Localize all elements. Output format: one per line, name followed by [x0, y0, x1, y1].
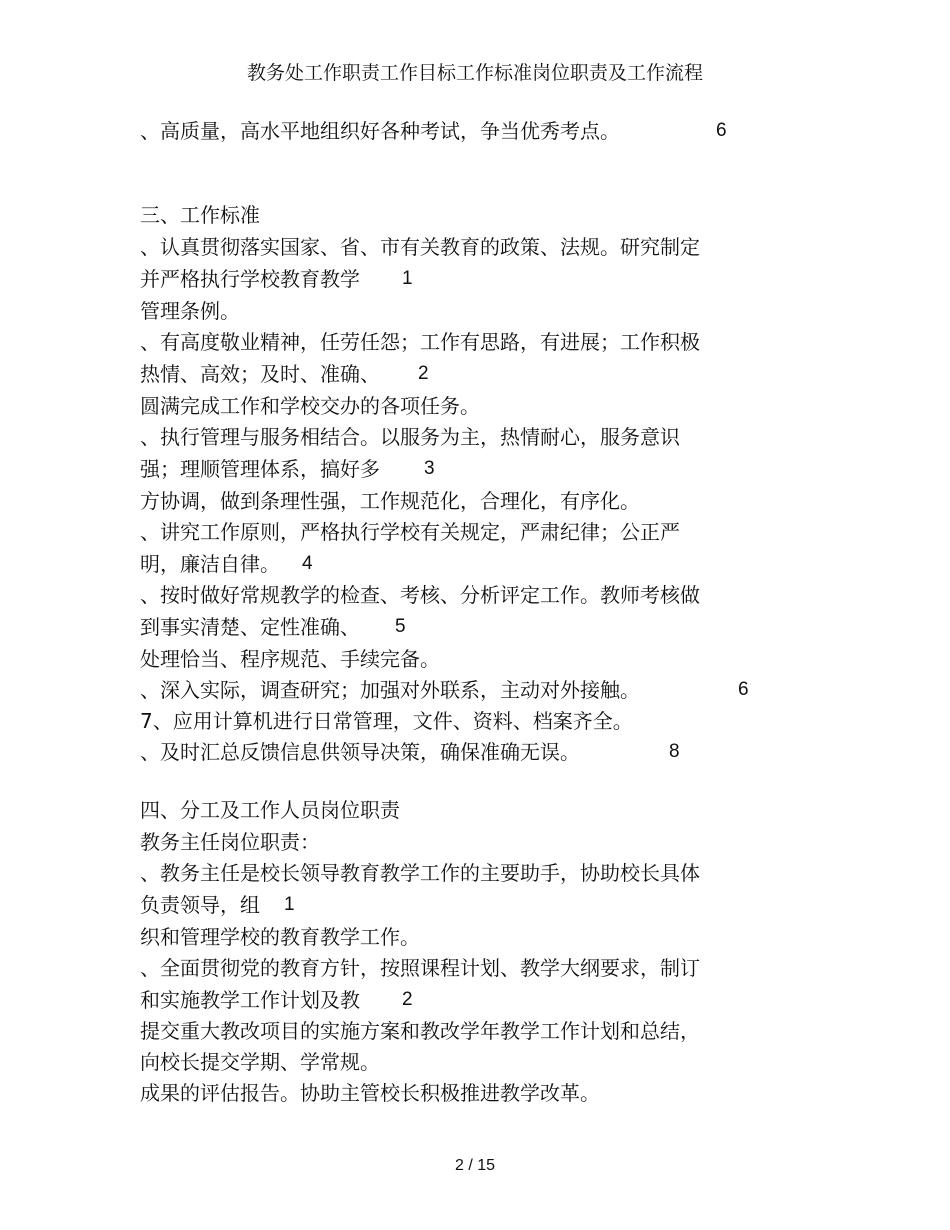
text-line: 处理恰当、程序规范、手续完备。: [140, 647, 440, 671]
item-number: 2: [418, 363, 429, 384]
text-line: 圆满完成工作和学校交办的各项任务。: [140, 394, 480, 418]
text-line: 、讲究工作原则，严格执行学校有关规定，严肃纪律；公正严: [140, 520, 680, 544]
text-line: 、执行管理与服务相结合。以服务为主，热情耐心，服务意识: [140, 425, 680, 449]
text-line: 明，廉洁自律。: [140, 552, 280, 576]
text-line: 到事实清楚、定性准确、: [140, 615, 360, 639]
text-line: 方协调，做到条理性强，工作规范化，合理化，有序化。: [140, 489, 640, 513]
page-number: 2 / 15: [454, 1157, 496, 1174]
text-line: 和实施教学工作计划及教: [140, 988, 360, 1012]
text-line: 强；理顺管理体系，搞好多: [140, 457, 380, 481]
item-number: 1: [402, 268, 413, 289]
item-number: 2: [402, 989, 413, 1010]
item-number: 6: [716, 120, 727, 141]
item-number: 5: [395, 616, 406, 637]
item-number: 3: [424, 458, 435, 479]
text-line: 负责领导，组: [140, 893, 260, 917]
text-line: 、高质量，高水平地组织好各种考试，争当优秀考点。: [140, 119, 620, 143]
text-line: 热情、高效；及时、准确、: [140, 362, 380, 386]
item-number: 1: [284, 894, 295, 915]
text-line: 成果的评估报告。协助主管校长积极推进教学改革。: [140, 1081, 600, 1105]
text-line: 、深入实际，调查研究；加强对外联系，主动对外接触。: [140, 678, 640, 702]
section-heading: 四、分工及工作人员岗位职责: [140, 798, 400, 822]
text-line: 并严格执行学校教育教学: [140, 267, 360, 291]
text-line: 、及时汇总反馈信息供领导决策，确保准确无误。: [140, 740, 580, 764]
text-line: 、认真贯彻落实国家、省、市有关教育的政策、法规。研究制定: [140, 235, 700, 259]
item-number: 8: [669, 741, 680, 762]
text-line: 7、应用计算机进行日常管理，文件、资料、档案齐全。: [140, 709, 633, 733]
text-line: 向校长提交学期、学常规。: [140, 1050, 380, 1074]
section-heading: 三、工作标准: [140, 203, 260, 227]
item-number: 4: [302, 553, 313, 574]
subsection-heading: 教务主任岗位职责：: [140, 830, 320, 854]
item-number: 6: [738, 679, 749, 700]
text-line: 、按时做好常规教学的检查、考核、分析评定工作。教师考核做: [140, 583, 700, 607]
text-line: 、全面贯彻党的教育方针，按照课程计划、教学大纲要求，制订: [140, 956, 700, 980]
text-line: 管理条例。: [140, 299, 240, 323]
text-line: 织和管理学校的教育教学工作。: [140, 925, 420, 949]
text-line: 、有高度敬业精神，任劳任怨；工作有思路，有进展；工作积极: [140, 330, 700, 354]
document-header: 教务处工作职责工作目标工作标准岗位职责及工作流程: [246, 62, 703, 84]
text-line: 、教务主任是校长领导教育教学工作的主要助手，协助校长具体: [140, 861, 700, 885]
text-line: 提交重大教改项目的实施方案和教改学年教学工作计划和总结，: [140, 1019, 700, 1043]
